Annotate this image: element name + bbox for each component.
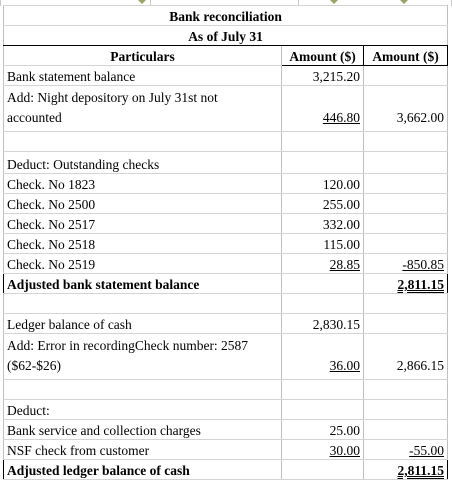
amount-cell[interactable]: 36.00	[282, 354, 364, 380]
amount-cell[interactable]: -55.00	[364, 440, 448, 460]
amount-cell[interactable]	[364, 334, 448, 354]
cell-indicator-icon	[400, 0, 408, 4]
cell-indicator-icon	[330, 0, 338, 4]
table-row	[4, 400, 448, 420]
row-label[interactable]: Add: Error in recordingCheck number: 2587	[4, 334, 282, 354]
row-label[interactable]: Deduct: Outstanding checks	[4, 152, 282, 174]
row-label[interactable]: Adjusted bank statement balance	[4, 274, 282, 294]
amount-cell[interactable]: 28.85	[282, 254, 364, 274]
amount-cell[interactable]: 255.00	[282, 194, 364, 214]
table-row	[4, 66, 448, 86]
amount-cell[interactable]: 2,811.15	[364, 274, 448, 294]
amount-cell[interactable]: 2,811.15	[364, 460, 448, 480]
table-row	[4, 334, 448, 354]
row-label[interactable]: Bank statement balance	[4, 66, 282, 86]
amount-cell[interactable]: 2,866.15	[364, 354, 448, 380]
row-label[interactable]: Check. No 2517	[4, 214, 282, 234]
amount-cell[interactable]	[364, 152, 448, 174]
table-row	[4, 354, 448, 380]
header-amount-1[interactable]: Amount ($)	[282, 46, 364, 66]
amount-cell[interactable]	[282, 400, 364, 420]
amount-cell[interactable]: 3,215.20	[282, 66, 364, 86]
amount-cell[interactable]	[364, 234, 448, 254]
row-label[interactable]: Check. No 2500	[4, 194, 282, 214]
amount-cell[interactable]: 3,662.00	[364, 106, 448, 132]
amount-cell[interactable]: 2,830.15	[282, 314, 364, 334]
empty-cell[interactable]	[364, 132, 448, 152]
row-label[interactable]: Check. No 2519	[4, 254, 282, 274]
row-label[interactable]: NSF check from customer	[4, 440, 282, 460]
empty-cell[interactable]	[4, 132, 282, 152]
header-row	[4, 46, 448, 66]
column-divider	[0, 0, 1, 6]
amount-cell[interactable]: 25.00	[282, 420, 364, 440]
amount-cell[interactable]	[282, 334, 364, 354]
table-row	[4, 420, 448, 440]
amount-cell[interactable]: 120.00	[282, 174, 364, 194]
table-row	[4, 214, 448, 234]
amount-cell[interactable]	[364, 174, 448, 194]
row-label[interactable]: Check. No 2518	[4, 234, 282, 254]
amount-cell[interactable]	[282, 86, 364, 106]
amount-cell[interactable]: -850.85	[364, 254, 448, 274]
empty-cell[interactable]	[282, 294, 364, 314]
total-row	[4, 274, 448, 294]
row-label[interactable]: Bank service and collection charges	[4, 420, 282, 440]
table-row	[4, 106, 448, 132]
row-label[interactable]: Adjusted ledger balance of cash	[4, 460, 282, 480]
header-amount-2[interactable]: Amount ($)	[364, 46, 448, 66]
table-row	[4, 314, 448, 334]
amount-cell[interactable]: 332.00	[282, 214, 364, 234]
row-label[interactable]: Add: Night depository on July 31st not	[4, 86, 282, 106]
empty-cell[interactable]	[364, 380, 448, 400]
table-row	[4, 234, 448, 254]
table-row	[4, 174, 448, 194]
amount-cell[interactable]	[282, 152, 364, 174]
report-subtitle[interactable]: As of July 31	[4, 26, 448, 46]
spacer-row	[4, 380, 448, 400]
total-row	[4, 460, 448, 480]
empty-cell[interactable]	[282, 132, 364, 152]
amount-cell[interactable]: 115.00	[282, 234, 364, 254]
amount-cell[interactable]: 446.80	[282, 106, 364, 132]
report-title[interactable]: Bank reconciliation	[4, 6, 448, 26]
amount-cell[interactable]: 30.00	[282, 440, 364, 460]
amount-cell[interactable]	[282, 274, 364, 294]
table-row	[4, 152, 448, 174]
header-particulars[interactable]: Particulars	[4, 46, 282, 66]
amount-cell[interactable]	[364, 400, 448, 420]
row-label[interactable]: ($62-$26)	[4, 354, 282, 380]
amount-cell[interactable]	[364, 194, 448, 214]
amount-cell[interactable]	[282, 460, 364, 480]
empty-cell[interactable]	[4, 294, 282, 314]
table-row	[4, 194, 448, 214]
cell-indicator-icon	[138, 0, 146, 4]
amount-cell[interactable]	[364, 314, 448, 334]
spacer-row	[4, 294, 448, 314]
empty-cell[interactable]	[4, 380, 282, 400]
empty-cell[interactable]	[282, 380, 364, 400]
table-row	[4, 440, 448, 460]
table-row	[4, 86, 448, 106]
spacer-row	[4, 132, 448, 152]
amount-cell[interactable]	[364, 214, 448, 234]
subtitle-row	[4, 26, 448, 46]
amount-cell[interactable]	[364, 66, 448, 86]
amount-cell[interactable]	[364, 86, 448, 106]
reconciliation-table	[3, 5, 448, 480]
row-label[interactable]: accounted	[4, 106, 282, 132]
table-row	[4, 254, 448, 274]
row-label[interactable]: Check. No 1823	[4, 174, 282, 194]
title-row	[4, 6, 448, 26]
empty-cell[interactable]	[364, 294, 448, 314]
amount-cell[interactable]	[364, 420, 448, 440]
row-label[interactable]: Deduct:	[4, 400, 282, 420]
row-label[interactable]: Ledger balance of cash	[4, 314, 282, 334]
